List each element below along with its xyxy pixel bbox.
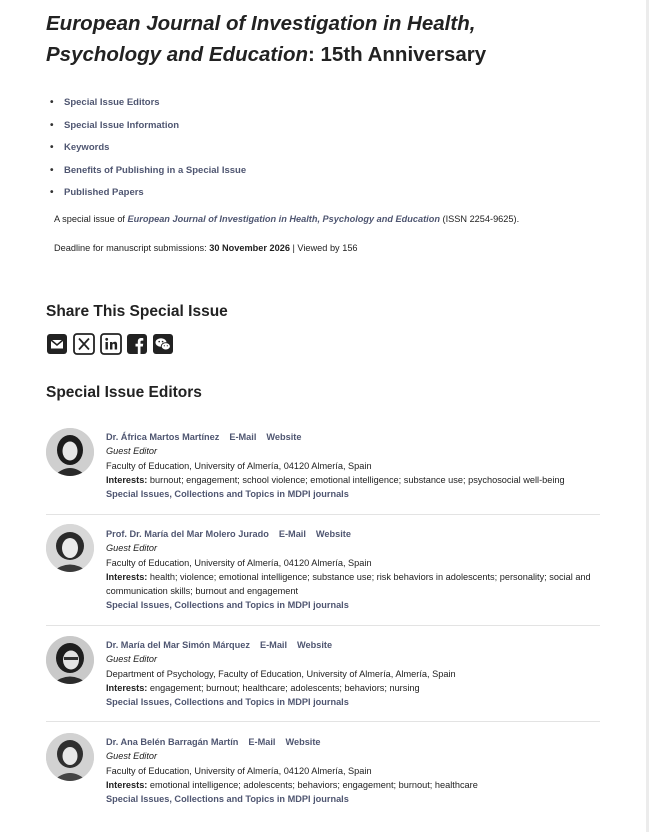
- title-suffix: : 15th Anniversary: [308, 43, 487, 66]
- facebook-icon[interactable]: [126, 333, 148, 355]
- editor-collections-link[interactable]: Special Issues, Collections and Topics in MDPI journals: [106, 489, 349, 500]
- editor-interests: [106, 778, 600, 792]
- special-issue-of-line: [54, 212, 519, 226]
- title-journal-line1: European Journal of Investigation in Health,: [46, 12, 476, 35]
- editor-affiliation: Department of Psychology, Faculty of Education, University of Almería, Almería, Spain: [106, 668, 456, 679]
- interests-text: burnout; engagement; school violence; emotional intelligence; substance use; psychosocial well-being: [147, 474, 565, 485]
- toc-link-published-papers[interactable]: Published Papers: [64, 187, 144, 199]
- editor-role: Guest Editor: [106, 654, 158, 665]
- interests-label: Interests:: [106, 682, 148, 693]
- avatar: [46, 524, 94, 572]
- avatar: [46, 428, 94, 476]
- wechat-icon[interactable]: [152, 333, 174, 355]
- editor-collections-link[interactable]: Special Issues, Collections and Topics in MDPI journals: [106, 697, 349, 708]
- interests-text: emotional intelligence; adolescents; behaviors; engagement; burnout; healthcare: [147, 779, 478, 790]
- editor-info: [106, 524, 600, 613]
- toc-link-information[interactable]: Special Issue Information: [64, 119, 180, 131]
- interests-label: Interests:: [106, 571, 148, 582]
- deadline-date: 30 November 2026: [209, 243, 290, 253]
- share-heading: Share This Special Issue: [46, 303, 228, 320]
- editor-interests: [106, 473, 600, 487]
- toc-link-editors[interactable]: Special Issue Editors: [64, 97, 160, 108]
- bullet-icon: •: [50, 97, 54, 108]
- intro-prefix: A special issue of: [54, 214, 128, 224]
- avatar: [46, 733, 94, 781]
- editor-collections-link[interactable]: Special Issues, Collections and Topics in MDPI journals: [106, 600, 349, 611]
- interests-text: health; violence; emotional intelligence; substance use; risk behaviors in adolescents; personality; social and communication skills; burnout and engagement: [106, 571, 591, 597]
- editor-name-link[interactable]: Dr. Ana Belén Barragán Martín: [106, 737, 239, 747]
- editor-info: [106, 428, 600, 501]
- journal-link[interactable]: European Journal of Investigation in Health, Psychology and Education: [127, 214, 440, 224]
- editor-email-link[interactable]: E-Mail: [259, 640, 288, 650]
- editor-email-link[interactable]: E-Mail: [248, 737, 276, 747]
- divider: [46, 625, 600, 626]
- editor-role: Guest Editor: [106, 446, 158, 457]
- bullet-icon: •: [50, 119, 54, 131]
- deadline-label: Deadline for manuscript submissions:: [54, 243, 210, 253]
- editor-website-link[interactable]: Website: [285, 737, 321, 747]
- editor-collections-link[interactable]: Special Issues, Collections and Topics in MDPI journals: [106, 794, 349, 805]
- editor-info: [106, 733, 600, 806]
- editor-email-link[interactable]: E-Mail: [229, 432, 257, 442]
- title-journal-line2: Psychology and Education: [46, 43, 308, 66]
- toc-link-benefits[interactable]: Benefits of Publishing in a Special Issue: [64, 164, 247, 176]
- deadline-line: [54, 241, 358, 255]
- avatar: [46, 636, 94, 684]
- bullet-icon: •: [50, 142, 54, 154]
- interests-text: engagement; burnout; healthcare; adolescents; behaviors; nursing: [147, 682, 420, 693]
- linkedin-icon[interactable]: [100, 333, 122, 355]
- bullet-icon: •: [50, 187, 54, 199]
- editor-website-link[interactable]: Website: [297, 640, 333, 650]
- editor-affiliation: Faculty of Education, University of Almería, 04120 Almería, Spain: [106, 460, 372, 471]
- bullet-icon: •: [50, 164, 54, 176]
- toc-link-keywords[interactable]: Keywords: [64, 142, 110, 154]
- editor-email-link[interactable]: E-Mail: [278, 529, 306, 539]
- email-icon[interactable]: [46, 333, 68, 355]
- page-title: [46, 8, 606, 70]
- interests-label: Interests:: [106, 474, 148, 485]
- editor-role: Guest Editor: [106, 751, 158, 762]
- editor-name-link[interactable]: Prof. Dr. María del Mar Molero Jurado: [106, 529, 269, 539]
- editor-website-link[interactable]: Website: [266, 432, 302, 442]
- editor-role: Guest Editor: [106, 543, 158, 554]
- editor-name-link[interactable]: Dr. África Martos Martínez: [106, 432, 220, 442]
- editor-interests: [106, 681, 600, 695]
- editor-affiliation: Faculty of Education, University of Almería, 04120 Almería, Spain: [106, 557, 372, 568]
- issn-text: (ISSN 2254-9625).: [439, 214, 520, 224]
- x-twitter-icon[interactable]: [73, 333, 95, 355]
- editor-interests: [106, 570, 600, 599]
- editor-affiliation: Faculty of Education, University of Almería, 04120 Almería, Spain: [106, 765, 372, 776]
- editor-website-link[interactable]: Website: [315, 529, 351, 539]
- view-count: | Viewed by 156: [289, 243, 358, 253]
- editor-name-link[interactable]: Dr. María del Mar Simón Márquez: [106, 640, 250, 650]
- editor-info: [106, 636, 600, 709]
- divider: [46, 721, 600, 722]
- editors-heading: Special Issue Editors: [46, 384, 202, 401]
- divider: [46, 514, 600, 515]
- interests-label: Interests:: [106, 779, 148, 790]
